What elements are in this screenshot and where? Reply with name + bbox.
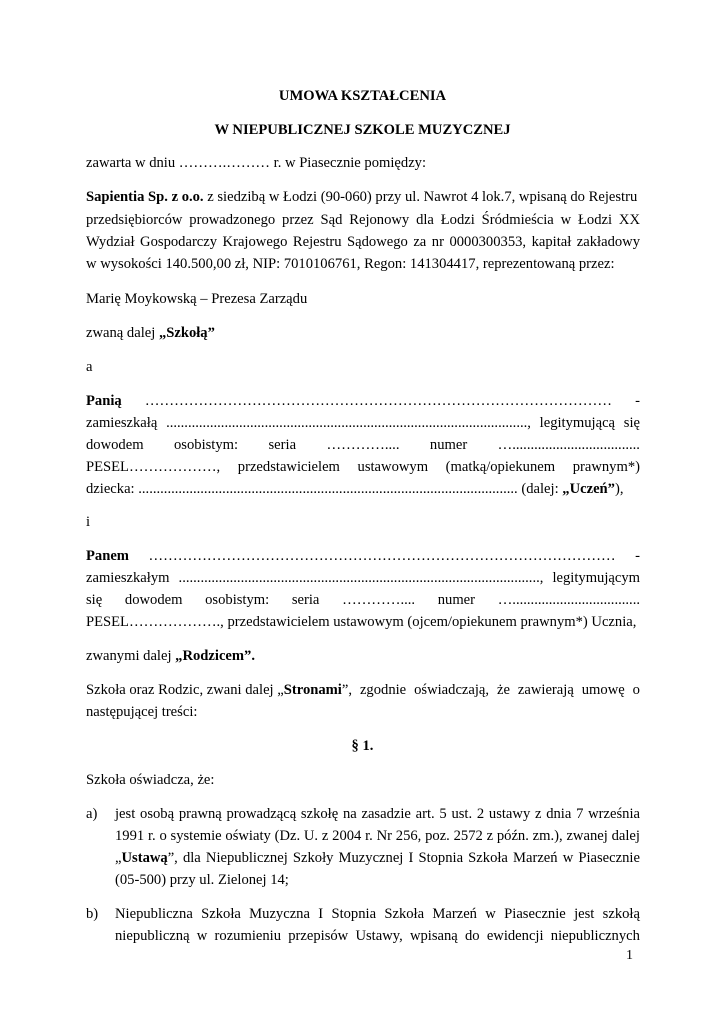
mother-line-2: zamieszkałą ..................................................................................................., legitymującą się [86,415,640,431]
mother-line-1: Panią …………………………………………………………………………………… - [86,390,640,412]
parties-line-2: następującej treści: [86,704,198,720]
parties-line-1: Szkoła oraz Rodzic, zwani dalej „Stronami”, zgodnie oświadczają, że zawierają umowę o [86,682,640,698]
mother-line-5: dziecka: ........................................................................................................ (dalej: „Uczeń”), [86,481,624,497]
item-a-line-3: „Ustawą”, dla Niepublicznej Szkoły Muzycznej I Stopnia Szkoła Marzeń w Piasecznie [115,850,640,866]
called-parent-line: zwanymi dalej „Rodzicem”. [86,648,255,664]
called-school-line: zwaną dalej „Szkołą” [86,325,215,341]
section-heading: § 1. [351,738,374,754]
title-line-1: UMOWA KSZTAŁCENIA [278,88,447,104]
mother-line-3: dowodem osobistym: seria ………….... numer …................................... [86,437,640,453]
i-line: i [86,514,91,530]
item-b-line-2: niepubliczną w rozumieniu przepisów Ustawy, wpisaną do ewidencji niepublicznych [115,928,640,944]
concluded-line: zawarta w dniu ……….……… r. w Piasecznie pomiędzy: [86,155,427,171]
title-line-2: W NIEPUBLICZNEJ SZKOLE MUZYCZNEJ [214,122,511,138]
company-line-4: w wysokości 140.500,00 zł, NIP: 7010106761, Regon: 141304417, reprezentowaną przez: [86,256,615,272]
representative-line: Marię Moykowską – Prezesa Zarządu [86,291,308,307]
company-line-2: przedsiębiorców prowadzonego przez Sąd Rejonowy dla Łodzi Śródmieścia w Łodzi XX [86,212,640,228]
father-line-4: PESEL………………., przedstawicielem ustawowym (ojcem/opiekunem prawnym*) Ucznia, [86,614,637,630]
father-line-3: się dowodem osobistym: seria ………….... numer …................................... [86,592,640,608]
company-line-1: Sapientia Sp. z o.o. z siedzibą w Łodzi (90-060) przy ul. Nawrot 4 lok.7, wpisaną do Rejestru [86,189,638,205]
item-b-letter: b) [86,906,99,922]
page-number: 1 [626,948,633,963]
school-declares-line: Szkoła oświadcza, że: [86,772,215,788]
item-b-line-1: Niepubliczna Szkoła Muzyczna I Stopnia Szkoła Marzeń w Piasecznie jest szkołą [115,906,640,922]
and-line: a [86,359,93,375]
item-a-line-4: (05-500) przy ul. Zielonej 14; [115,872,289,888]
father-line-1: Panem …………………………………………………………………………………… - [86,545,640,567]
mother-label: Panią [86,393,122,409]
father-line-2: zamieszkałym ..................................................................................................., legitymującym [86,570,640,586]
company-line-3: Wydział Gospodarczy Krajowego Rejestru Sądowego za nr 0000300353, kapitał zakładowy [86,234,640,250]
company-name: Sapientia Sp. z o.o. [86,189,204,205]
father-label: Panem [86,548,129,564]
item-a-letter: a) [86,806,98,822]
mother-line-4: PESEL………………, przedstawicielem ustawowym (matką/opiekunem prawnym*) [86,459,640,475]
item-a-line-1: jest osobą prawną prowadzącą szkołę na zasadzie art. 5 ust. 2 ustawy z dnia 7 września [115,806,640,822]
item-a-line-2: 1991 r. o systemie oświaty (Dz. U. z 2004 r. Nr 256, poz. 2572 z późn. zm.), zwanej dalej [115,828,640,844]
